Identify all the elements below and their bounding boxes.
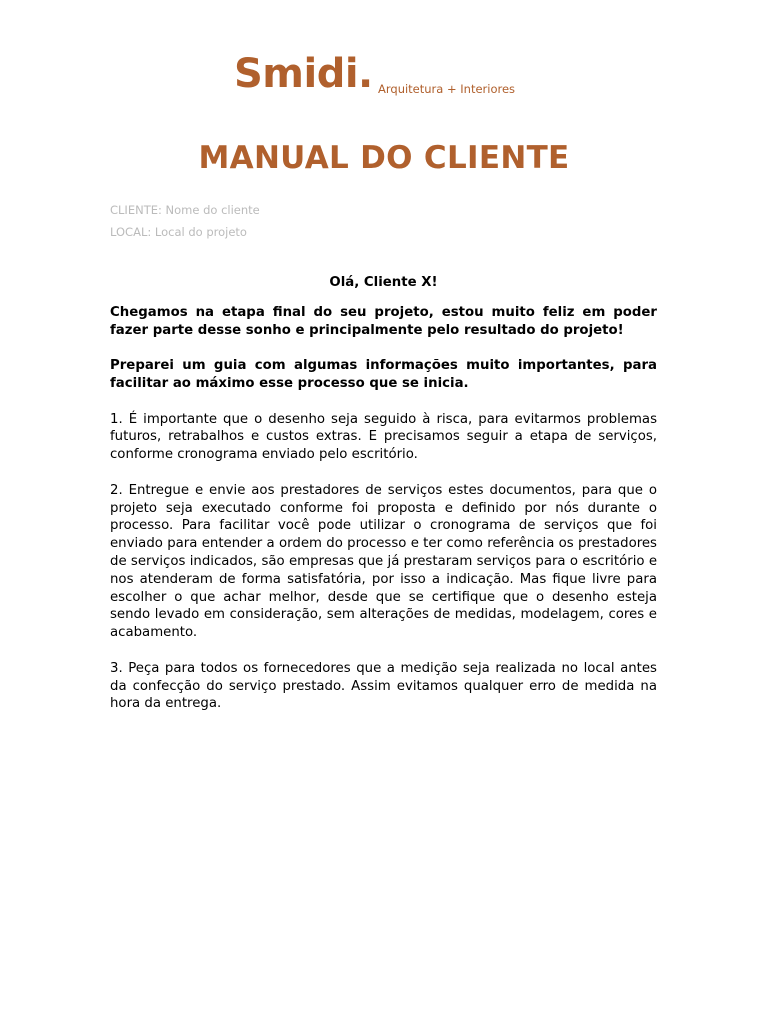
- list-item-2: 2. Entregue e envie aos prestadores de serviços estes documentos, para que o projeto seja executado conforme foi proposta e definido por nós durante o processo. Para facilitar você pode utilizar o cronograma de serviços que foi enviado para entender a ordem do processo e ter como referência os prestadores de serviços indicados, são empresas que já prestaram serviços para o escritório e nos atenderam de forma satisfatória, por isso a indicação. Mas fique livre para escolher o que achar melhor, desde que se certifique que o desenho esteja sendo levado em consideração, sem alterações de medidas, modelagem, cores e acabamento.: [110, 482, 657, 641]
- document-title: MANUAL DO CLIENTE: [198, 140, 570, 176]
- brand-tagline: Arquitetura + Interiores: [378, 82, 516, 96]
- client-field: CLIENTE: Nome do cliente: [110, 203, 260, 217]
- greeting: Olá, Cliente X!: [329, 275, 438, 290]
- intro-paragraph-1: Chegamos na etapa final do seu projeto, estou muito feliz em poder fazer parte desse sonho e principalmente pelo resultado do projeto!: [110, 304, 657, 338]
- list-item-3: 3. Peça para todos os fornecedores que a medição seja realizada no local antes da confecção do serviço prestado. Assim evitamos qualquer erro de medida na hora da entrega.: [110, 660, 657, 712]
- document-body: [110, 274, 657, 713]
- location-field: LOCAL: Local do projeto: [110, 225, 247, 239]
- brand-name: Smidi.: [234, 51, 373, 97]
- intro-paragraph-2: Preparei um guia com algumas informações muito importantes, para facilitar ao máximo esse processo que se inicia.: [110, 358, 657, 391]
- list-item-1: 1. É importante que o desenho seja seguido à risca, para evitarmos problemas futuros, retrabalhos e custos extras. E precisamos seguir a etapa de serviços, conforme cronograma enviado pelo escritório.: [110, 411, 657, 463]
